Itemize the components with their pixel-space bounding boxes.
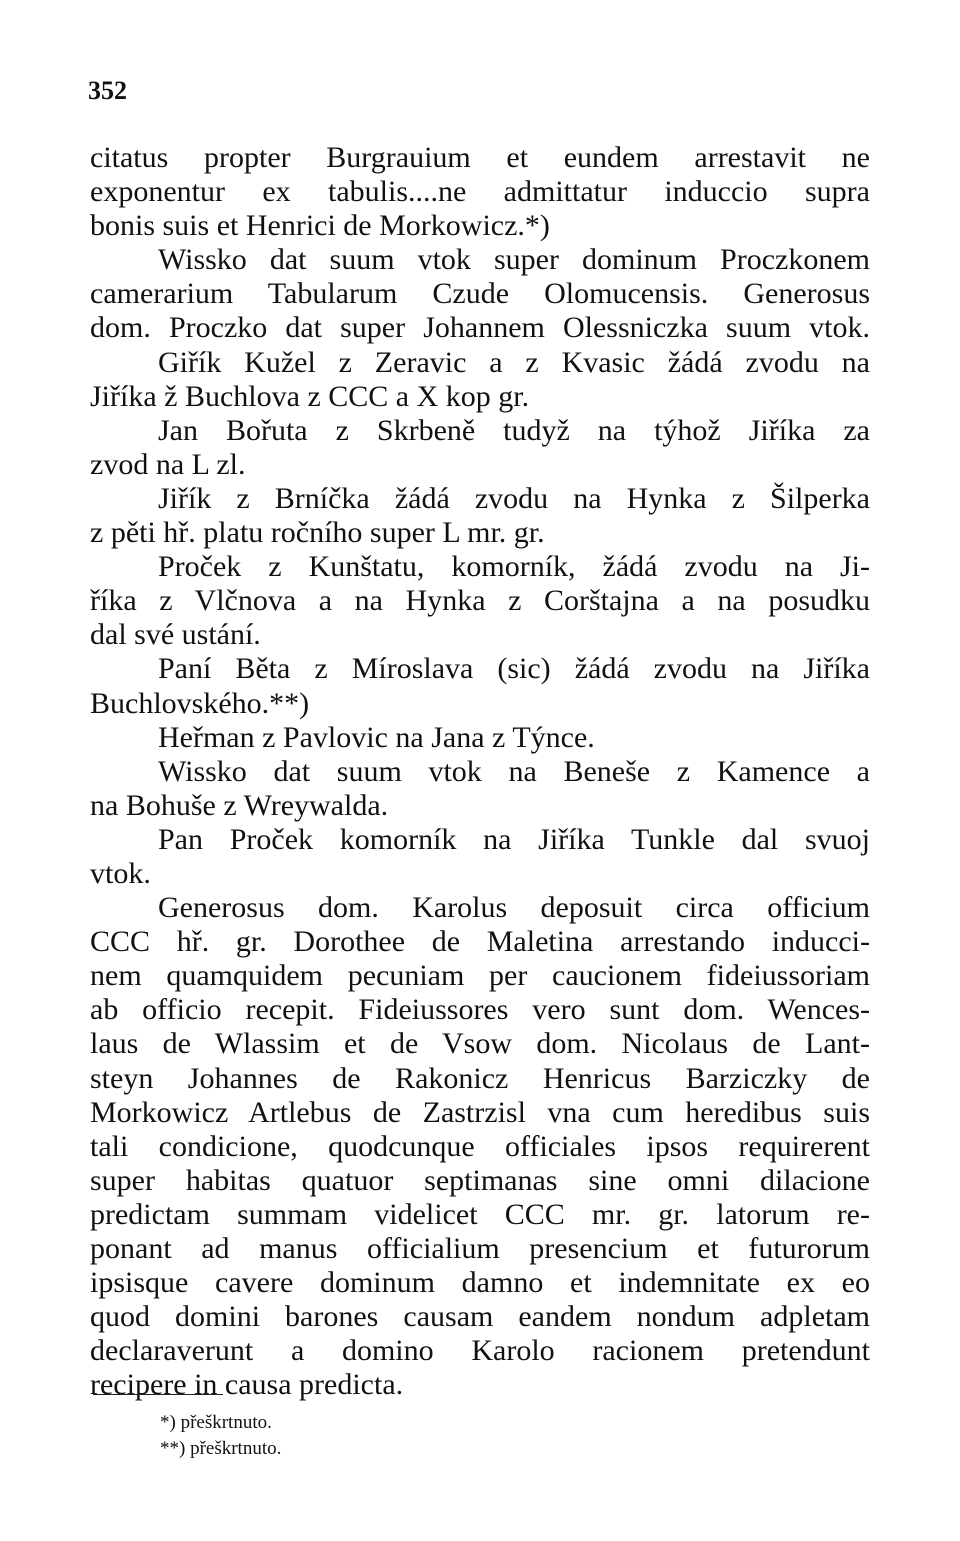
text-line: camerarium Tabularum Czude Olomucensis. Generosus [90,277,870,311]
text-line: na Bohuše z Wreywalda. [90,788,389,822]
text-line: steyn Johannes de Rakonicz Henricus Barziczky de [90,1061,870,1095]
text-line: nem quamquidem pecuniam per caucionem fideiussoriam [90,959,870,993]
text-line: Wissko dat suum vtok na Beneše z Kamence a [158,754,870,788]
text-line: ab officio recepit. Fideiussores vero sunt dom. Wences- [90,993,870,1027]
text-line: exponentur ex tabulis....ne admittatur induccio supra [90,175,870,209]
footnotes [160,1410,281,1462]
text-line: ipsisque cavere dominum damno et indemnitate ex eo [90,1266,870,1300]
text-line: Generosus dom. Karolus deposuit circa officium [158,891,870,925]
text-line: Jan Bořuta z Skrbeně tudyž na týhož Jiříka za [158,413,870,447]
main-text [90,141,870,1402]
text-line: dom. Proczko dat super Johannem Olessniczka suum vtok. [90,311,870,345]
text-line: quod domini barones causam eandem nondum adpletam [90,1300,870,1334]
text-line: Wissko dat suum vtok super dominum Proczkonem [158,243,870,277]
text-line: Buchlovského.**) [90,686,310,720]
text-line: tali condicione, quodcunque officiales ipsos requirerent [90,1129,870,1163]
footnote-divider [93,1394,223,1395]
text-line: Morkowicz Artlebus de Zastrzisl vna cum heredibus suis [90,1095,870,1129]
footnote: **) přeškrtnuto. [160,1438,282,1459]
text-line: vtok. [90,856,151,890]
text-line: recipere in causa predicta. [90,1368,404,1402]
text-line: Proček z Kunštatu, komorník, žádá zvodu na Ji- [158,550,870,584]
page-number: 352 [88,76,127,105]
text-line: declaraverunt a domino Karolo racionem pretendunt [90,1334,870,1368]
text-line: Jiřík z Brníčka žádá zvodu na Hynka z Šilperka [158,481,870,515]
text-line: bonis suis et Henrici de Morkowicz.*) [90,209,550,243]
text-line: dal své ustání. [90,618,261,652]
footnote: *) přeškrtnuto. [160,1412,272,1433]
text-line: Heřman z Pavlovic na Jana z Týnce. [158,720,595,754]
text-line: ponant ad manus officialium presencium et futurorum [90,1232,870,1265]
text-line: CCC hř. gr. Dorothee de Maletina arrestando inducci- [90,925,870,959]
text-line: z pěti hř. platu ročního super L mr. gr. [90,516,545,550]
text-line: zvod na L zl. [90,447,246,481]
text-line: laus de Wlassim et de Vsow dom. Nicolaus de Lant- [90,1027,870,1061]
text-line: Jiříka ž Buchlova z CCC a X kop gr. [90,379,530,413]
text-line: predictam summam videlicet CCC mr. gr. latorum re- [90,1197,870,1231]
text-line: Pan Proček komorník na Jiříka Tunkle dal svuoj [158,822,870,856]
text-line: říka z Vlčnova a na Hynka z Corštajna a na posudku [90,584,870,618]
text-line: Paní Běta z Míroslava (sic) žádá zvodu na Jiříka [158,652,870,686]
text-line: Giřík Kužel z Zeravic a z Kvasic žádá zvodu na [158,345,870,379]
text-line: super habitas quatuor septimanas sine omni dilacione [90,1163,870,1197]
text-line: citatus propter Burgrauium et eundem arrestavit ne [90,141,870,174]
